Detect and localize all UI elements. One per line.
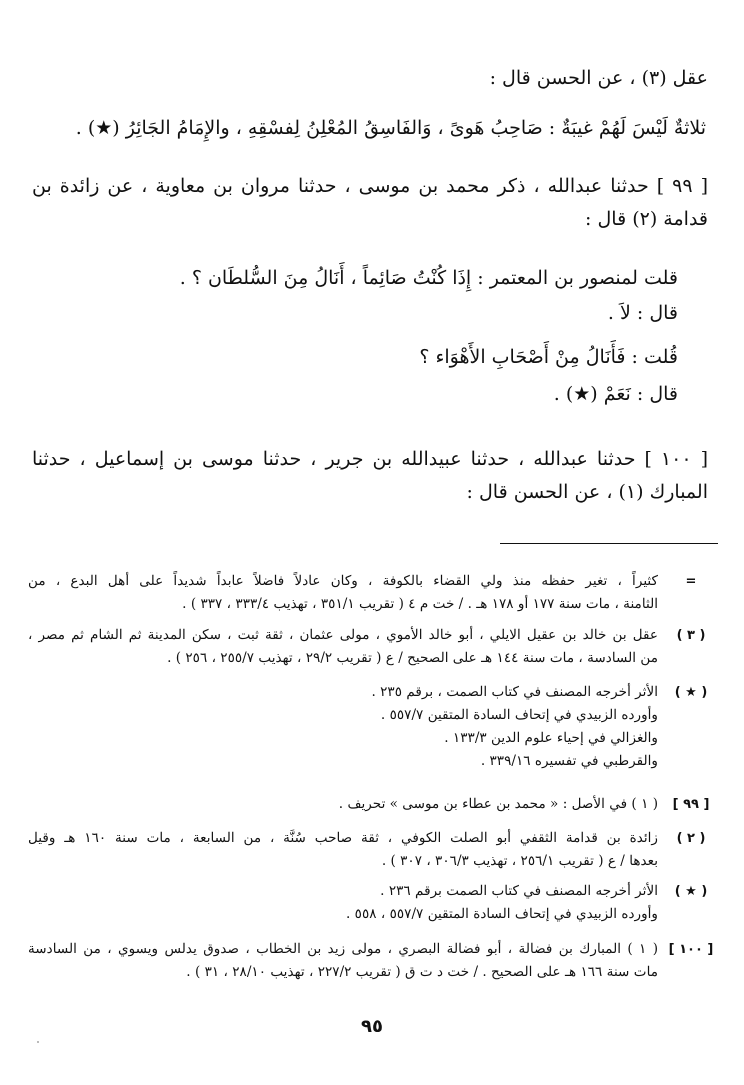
footnote-line: الثامنة ، مات سنة ١٧٧ أو ١٧٨ هـ . / خت م ٤ ( تقريب ٣٥١/١ ، تهذيب ٣٣٣/٤ ، ٣٣٧ ) . [182, 596, 658, 612]
footnote-star-2 [28, 880, 714, 926]
footnote-mark: ( ٣ ) [676, 628, 706, 643]
footnote-line: ( ١ ) المبارك بن فضالة ، أبو فضالة البصري ، مولى زيد بن الخطاب ، صدوق يدلس ويسوي ، من السادسة [28, 941, 658, 957]
hadith-100-line-1: [ ١٠٠ ] حدثنا عبدالله ، حدثنا عبيدالله بن جرير ، حدثنا موسى بن إسماعيل ، حدثنا [32, 448, 708, 470]
footnote-continued [28, 570, 714, 616]
footnote-line: من السادسة ، مات سنة ١٤٤ هـ على الصحيح / ع ( تقريب ٢٩/٢ ، تهذيب ٢٥٥/٧ ، ٢٥٦ ) . [167, 650, 658, 666]
main-line-1: عقل (٣) ، عن الحسن قال : [489, 67, 708, 89]
footnote-mark: = [685, 574, 697, 589]
footnote-line: بعدها / ع ( تقريب ٢٥٦/١ ، تهذيب ٣٠٦/٣ ، ٣٠٧ ) . [381, 853, 658, 869]
page-number: ٩٥ [361, 1016, 383, 1037]
footnote-line: وأورده الزبيدي في إتحاف السادة المتقين ٥٥٧/٧ ، ٥٥٨ . [345, 906, 658, 922]
footnote-star-1 [28, 681, 714, 773]
footnote-mark: ( ★ ) [674, 884, 708, 899]
main-line-6: قال : لاَ . [607, 302, 678, 324]
footnote-line: الأثر أخرجه المصنف في كتاب الصمت برقم ٢٣٦ . [380, 883, 658, 899]
footnote-separator [500, 543, 718, 544]
main-line-2: ثلاثةٌ لَيْسَ لَهُمْ غيبَةٌ : صَاحِبُ هَوىً ، وَالفَاسِقُ المُعْلِنُ لِفسْقِهِ ، والإِمَامُ الجَائِرُ (★) . [75, 117, 706, 139]
footnote-mark: [ ١٠٠ ] [668, 942, 714, 957]
footnote-line: كثيراً ، تغير حفظه منذ ولي القضاء بالكوفة ، وكان عادلاً فاضلاً عابداً شديداً على أهل البدع ، من [28, 573, 658, 589]
footnote-line: وأورده الزبيدي في إتحاف السادة المتقين ٥٥٧/٧ . [380, 707, 658, 723]
hadith-99-line-2: قدامة (٢) قال : [585, 208, 708, 230]
footnote-line: زائدة بن قدامة الثقفي أبو الصلت الكوفي ، ثقة صاحب سُنَّة ، من السابعة ، مات سنة ١٦٠ هـ وقيل [28, 830, 658, 846]
footnote-line: والقرطبي في تفسيره ٣٣٩/١٦ . [480, 753, 658, 769]
main-line-8: قال : نَعَمْ (★) . [553, 383, 678, 405]
footnote-line: ( ١ ) في الأصل : « محمد بن عطاء بن موسى » تحريف . [338, 796, 658, 812]
hadith-99-line-1: [ ٩٩ ] حدثنا عبدالله ، ذكر محمد بن موسى ، حدثنا مروان بن معاوية ، عن زائدة بن [32, 175, 709, 197]
footnote-line: الأثر أخرجه المصنف في كتاب الصمت ، برقم ٢٣٥ . [371, 684, 658, 700]
footnote-mark: ( ★ ) [674, 685, 708, 700]
main-line-7: قُلت : فَأَنَالُ مِنْ أَصْحَابِ الأَهْوَاء ؟ [419, 346, 678, 368]
footnote-99-2 [28, 827, 714, 873]
footnote-mark: [ ٩٩ ] [672, 797, 710, 812]
footnote-line: عقل بن خالد بن عقيل الايلي ، أبو خالد الأموي ، مولى عثمان ، ثقة ثبت ، سكن المدينة ثم الشام ثم مصر ، [28, 627, 658, 643]
scan-speck [37, 1041, 39, 1043]
footnote-line: مات سنة ١٦٦ هـ على الصحيح . / خت د ت ق ( تقريب ٢٢٧/٢ ، تهذيب ٢٨/١٠ ، ٣١ ) . [186, 964, 658, 980]
footnote-100-1 [28, 938, 714, 984]
footnote-mark: ( ٢ ) [676, 831, 706, 846]
footnote-99-1 [28, 793, 714, 816]
footnote-3 [28, 624, 714, 670]
main-line-5: قلت لمنصور بن المعتمر : إِذَا كُنْتُ صَائِماً ، أَنَالُ مِنَ السُّلطَان ؟ . [179, 267, 678, 289]
footnote-line: والغزالي في إحياء علوم الدين ١٣٣/٣ . [444, 730, 658, 746]
hadith-100-line-2: المبارك (١) ، عن الحسن قال : [466, 481, 708, 503]
